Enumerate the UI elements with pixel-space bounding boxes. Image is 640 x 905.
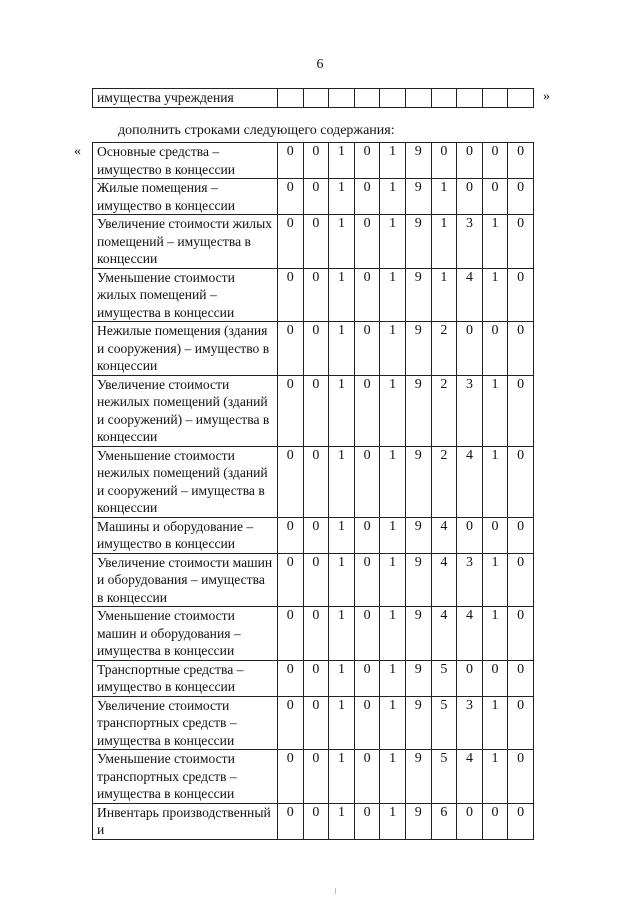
code-digit: 1 (329, 446, 355, 517)
code-digit: 0 (354, 179, 380, 215)
account-code-table (92, 142, 534, 840)
code-digit: 0 (508, 696, 534, 750)
code-digit: 3 (457, 375, 483, 446)
code-digit (354, 89, 380, 108)
code-digit: 9 (405, 179, 431, 215)
code-digit: 1 (329, 143, 355, 179)
table-row (93, 143, 534, 179)
table-row (93, 375, 534, 446)
code-digit: 1 (329, 803, 355, 839)
code-digit: 0 (457, 660, 483, 696)
code-digit: 0 (278, 553, 304, 607)
row-label: Машины и оборудование – имущество в концессии (93, 517, 278, 553)
code-digit: 0 (278, 660, 304, 696)
code-digit: 9 (405, 750, 431, 804)
code-digit: 0 (354, 446, 380, 517)
code-digit: 0 (278, 446, 304, 517)
code-digit: 0 (303, 268, 329, 322)
code-digit: 0 (303, 446, 329, 517)
code-digit: 0 (278, 696, 304, 750)
table-row (93, 660, 534, 696)
table-row (93, 268, 534, 322)
code-digit: 4 (457, 607, 483, 661)
table-row (93, 215, 534, 269)
row-label: Жилые помещения – имущество в концессии (93, 179, 278, 215)
opening-quote: « (74, 144, 81, 159)
table-row (93, 750, 534, 804)
code-digit: 1 (482, 607, 508, 661)
code-digit: 0 (508, 179, 534, 215)
code-digit: 0 (303, 517, 329, 553)
code-digit: 6 (431, 803, 457, 839)
code-digit: 2 (431, 375, 457, 446)
code-digit: 0 (278, 750, 304, 804)
code-digit: 1 (329, 517, 355, 553)
scan-mark (335, 888, 336, 894)
code-digit: 0 (482, 143, 508, 179)
code-digit: 0 (457, 803, 483, 839)
code-digit: 1 (380, 143, 406, 179)
code-digit: 1 (329, 375, 355, 446)
code-digit: 9 (405, 215, 431, 269)
code-digit: 3 (457, 696, 483, 750)
table-row (93, 696, 534, 750)
code-digit: 1 (380, 553, 406, 607)
code-digit: 2 (431, 446, 457, 517)
row-label: Нежилые помещения (здания и сооружения) – имущество в концессии (93, 322, 278, 376)
row-label: имущества учреждения (93, 89, 278, 108)
code-digit (278, 89, 304, 108)
code-digit: 0 (457, 322, 483, 376)
code-digit (329, 89, 355, 108)
code-digit: 0 (278, 179, 304, 215)
code-digit: 0 (482, 660, 508, 696)
code-digit: 0 (278, 517, 304, 553)
code-digit: 0 (508, 322, 534, 376)
code-digit: 1 (380, 215, 406, 269)
code-digit: 0 (457, 179, 483, 215)
code-digit: 1 (482, 375, 508, 446)
code-digit: 0 (278, 143, 304, 179)
code-digit: 1 (482, 446, 508, 517)
row-label: Уменьшение стоимости транспортных средств – имущества в концессии (93, 750, 278, 804)
account-code-rows (93, 143, 534, 840)
code-digit (303, 89, 329, 108)
code-digit: 1 (482, 553, 508, 607)
intro-text: дополнить строками следующего содержания: (118, 123, 395, 138)
code-digit: 0 (278, 322, 304, 376)
code-digit: 1 (380, 322, 406, 376)
top-code-table (92, 88, 534, 108)
code-digit: 4 (457, 446, 483, 517)
code-digit: 9 (405, 375, 431, 446)
code-digit: 0 (508, 607, 534, 661)
code-digit: 1 (482, 696, 508, 750)
code-digit: 0 (508, 750, 534, 804)
row-label: Уменьшение стоимости машин и оборудования – имущества в концессии (93, 607, 278, 661)
code-digit: 0 (508, 803, 534, 839)
code-digit: 1 (380, 517, 406, 553)
code-digit: 0 (482, 179, 508, 215)
code-digit: 0 (303, 750, 329, 804)
code-digit: 0 (303, 803, 329, 839)
code-digit: 0 (354, 143, 380, 179)
code-digit: 0 (354, 215, 380, 269)
code-digit: 0 (303, 375, 329, 446)
code-digit: 0 (303, 660, 329, 696)
code-digit: 0 (278, 607, 304, 661)
code-digit: 0 (354, 268, 380, 322)
table-row (93, 179, 534, 215)
code-digit: 0 (278, 803, 304, 839)
code-digit: 4 (431, 553, 457, 607)
table-row (93, 89, 534, 108)
code-digit: 0 (278, 215, 304, 269)
code-digit: 0 (508, 446, 534, 517)
table-row (93, 446, 534, 517)
code-digit (482, 89, 508, 108)
row-label: Транспортные средства – имущество в концессии (93, 660, 278, 696)
code-digit: 1 (329, 268, 355, 322)
code-digit: 0 (354, 322, 380, 376)
code-digit: 0 (354, 750, 380, 804)
code-digit: 0 (508, 660, 534, 696)
code-digit: 1 (380, 660, 406, 696)
code-digit: 4 (457, 268, 483, 322)
code-digit: 9 (405, 446, 431, 517)
code-digit: 0 (508, 268, 534, 322)
table-row (93, 553, 534, 607)
code-digit: 0 (457, 143, 483, 179)
code-digit: 0 (457, 517, 483, 553)
code-digit: 9 (405, 517, 431, 553)
code-digit: 9 (405, 660, 431, 696)
code-digit: 1 (380, 803, 406, 839)
code-digit: 9 (405, 696, 431, 750)
code-digit: 0 (278, 375, 304, 446)
code-digit: 1 (329, 215, 355, 269)
code-digit: 5 (431, 660, 457, 696)
code-digit: 0 (354, 375, 380, 446)
code-digit: 0 (354, 803, 380, 839)
code-digit: 1 (329, 322, 355, 376)
code-digit: 0 (354, 607, 380, 661)
code-digit (431, 89, 457, 108)
row-label: Увеличение стоимости жилых помещений – имущества в концессии (93, 215, 278, 269)
code-digit: 1 (329, 179, 355, 215)
code-digit (508, 89, 534, 108)
code-digit: 1 (482, 215, 508, 269)
table-row (93, 607, 534, 661)
closing-quote: » (543, 89, 550, 104)
code-digit: 4 (431, 607, 457, 661)
code-digit: 5 (431, 750, 457, 804)
table-row (93, 322, 534, 376)
code-digit: 4 (431, 517, 457, 553)
code-digit (405, 89, 431, 108)
code-digit: 9 (405, 553, 431, 607)
code-digit: 4 (457, 750, 483, 804)
code-digit: 9 (405, 143, 431, 179)
code-digit: 0 (303, 143, 329, 179)
code-digit: 3 (457, 215, 483, 269)
code-digit: 1 (329, 553, 355, 607)
code-digit: 9 (405, 607, 431, 661)
row-label: Увеличение стоимости нежилых помещений (зданий и сооружений) – имущества в концессии (93, 375, 278, 446)
code-digit: 9 (405, 268, 431, 322)
code-digit: 0 (508, 143, 534, 179)
code-digit: 0 (508, 375, 534, 446)
row-label: Уменьшение стоимости нежилых помещений (зданий и сооружений – имущества в концессии (93, 446, 278, 517)
code-digit: 0 (303, 322, 329, 376)
code-digit: 1 (380, 607, 406, 661)
row-label: Уменьшение стоимости жилых помещений – имущества в концессии (93, 268, 278, 322)
code-digit: 1 (380, 750, 406, 804)
code-digit: 0 (278, 268, 304, 322)
code-digit: 0 (354, 696, 380, 750)
code-digit: 1 (329, 750, 355, 804)
code-digit: 9 (405, 803, 431, 839)
code-digit: 0 (482, 517, 508, 553)
code-digit: 5 (431, 696, 457, 750)
code-digit: 1 (431, 268, 457, 322)
code-digit (380, 89, 406, 108)
row-label: Инвентарь производственный и (93, 803, 278, 839)
code-digit: 0 (303, 215, 329, 269)
code-digit: 1 (431, 179, 457, 215)
table-row (93, 517, 534, 553)
code-digit: 0 (354, 517, 380, 553)
code-digit: 1 (482, 750, 508, 804)
code-digit: 1 (380, 179, 406, 215)
code-digit: 1 (380, 446, 406, 517)
table-row (93, 803, 534, 839)
code-digit (457, 89, 483, 108)
code-digit: 0 (303, 607, 329, 661)
code-digit: 3 (457, 553, 483, 607)
code-digit: 1 (380, 375, 406, 446)
code-digit: 0 (354, 553, 380, 607)
code-digit: 1 (329, 696, 355, 750)
code-digit: 2 (431, 322, 457, 376)
code-digit: 1 (380, 696, 406, 750)
code-digit: 0 (482, 803, 508, 839)
code-digit: 0 (303, 696, 329, 750)
page-number: 6 (316, 57, 324, 72)
code-digit: 0 (482, 322, 508, 376)
code-digit: 9 (405, 322, 431, 376)
code-digit: 0 (508, 553, 534, 607)
code-digit: 0 (354, 660, 380, 696)
code-digit: 0 (303, 553, 329, 607)
row-label: Основные средства – имущество в концессии (93, 143, 278, 179)
code-digit: 0 (508, 517, 534, 553)
code-digit: 1 (431, 215, 457, 269)
code-digit: 0 (303, 179, 329, 215)
code-digit: 1 (380, 268, 406, 322)
code-digit: 0 (431, 143, 457, 179)
code-digit: 0 (508, 215, 534, 269)
code-digit: 1 (482, 268, 508, 322)
row-label: Увеличение стоимости машин и оборудования – имущества в концессии (93, 553, 278, 607)
row-label: Увеличение стоимости транспортных средств – имущества в концессии (93, 696, 278, 750)
code-digit: 1 (329, 660, 355, 696)
code-digit: 1 (329, 607, 355, 661)
